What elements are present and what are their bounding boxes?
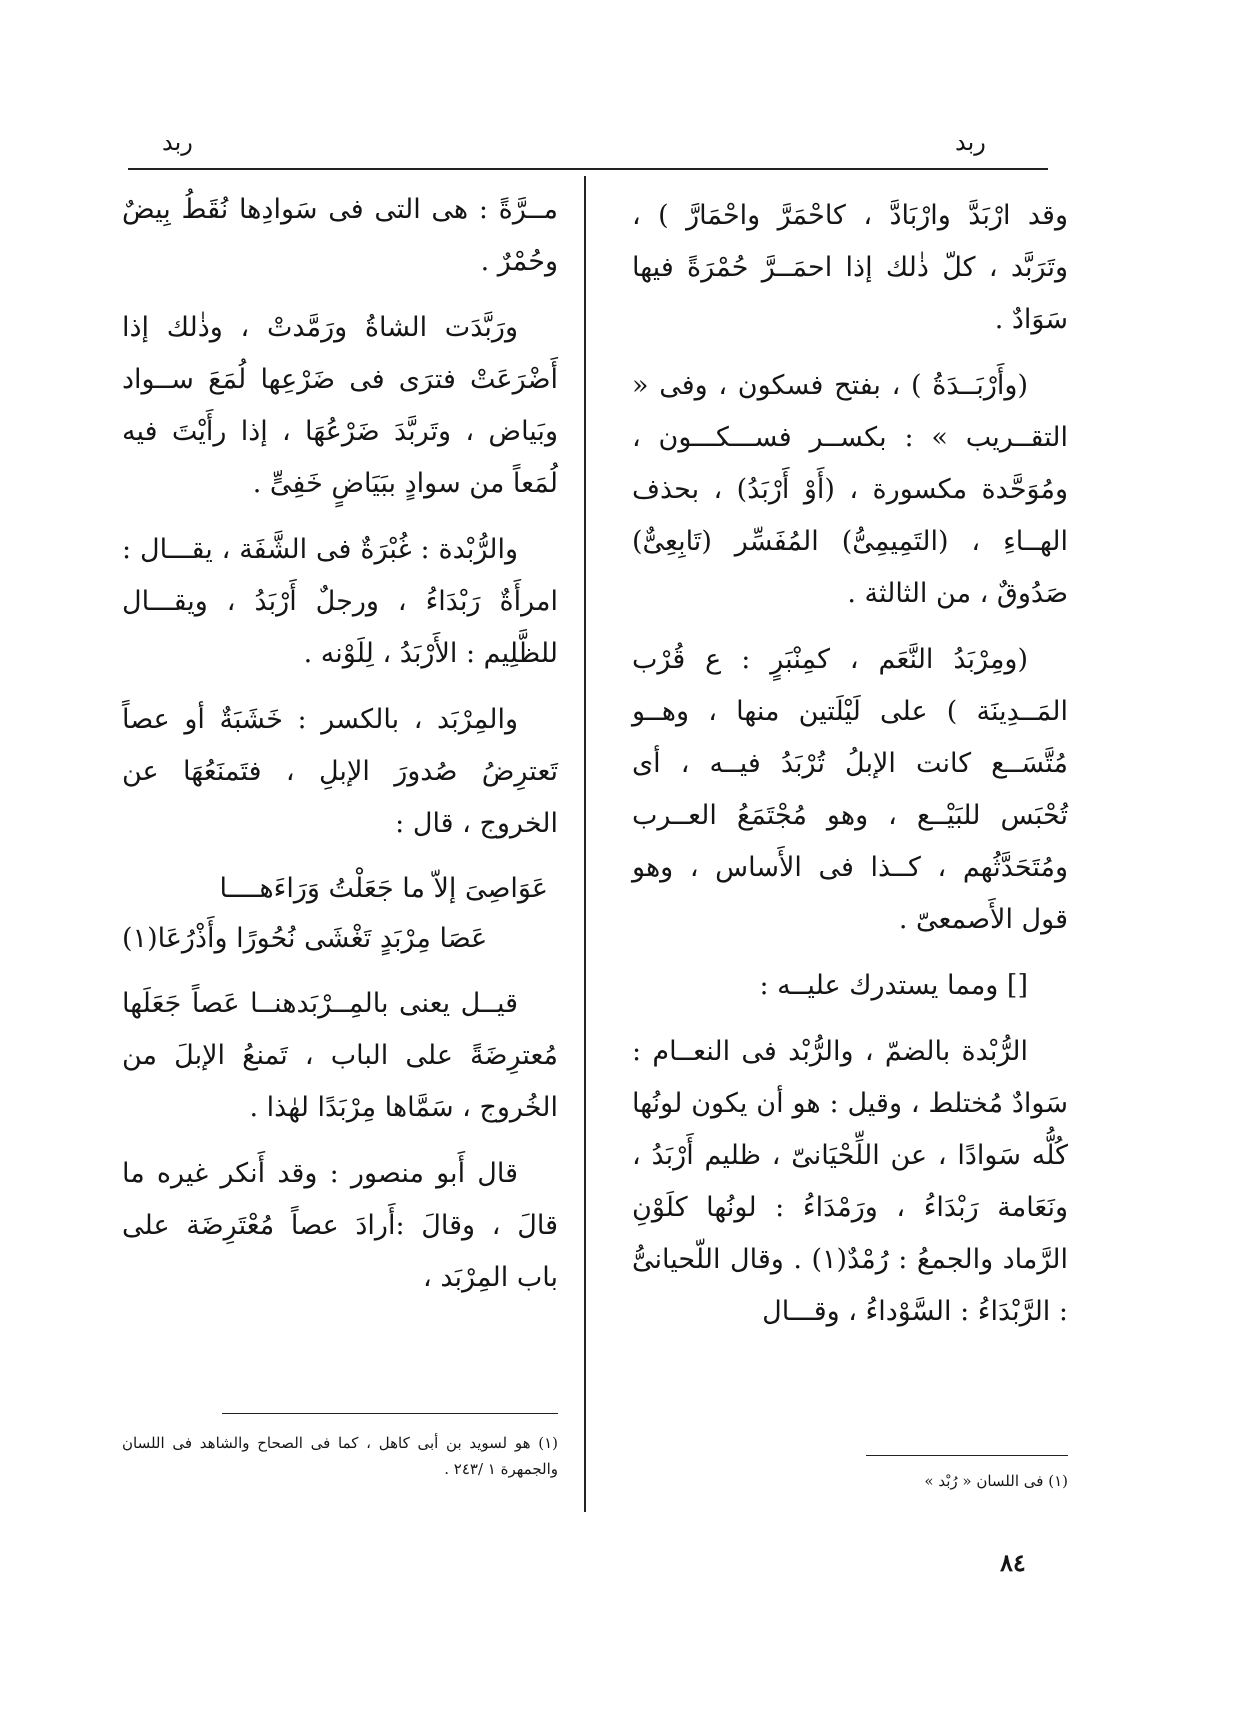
left-column [122,184,558,1318]
footnote-rule-left [222,1413,558,1414]
paragraph: مــرَّةً : هى التى فى سَوادِها نُقَطُ بِيضٌ وحُمْرٌ . [122,194,558,277]
paragraph: قيــل يعنى بالمِــرْبَدهنــا عَصاً جَعَلَها مُعترِضَةً على الباب ، تَمنعُ الإبلَ من الخُروج ، سَمَّاها مِرْبَدًا لهٰذا . [122,988,558,1123]
verse-hemistich-1: عَوَاصِىَ إلاّ ما جَعَلْتُ وَرَاءَهــــا [219,873,548,904]
paragraph: والرُّبْدة : غُبْرَةٌ فى الشَّفَة ، يقـــال : امرأَةٌ رَبْدَاءُ ، ورجلٌ أَرْبَدُ ، ويقـــال للظَّلِيم : الأَرْبَدُ ، لِلَوْنه . [122,534,558,669]
footnote-right: (١) فى اللسان « رُبْد » [924,1472,1068,1490]
paragraph: (ومِرْبَدُ النَّعَم ، كمِنْبَرٍ : ع قُرْب المَــدِينَة ) على لَيْلَتين منها ، وهــو مُتَّسَــع كانت الإبلُ تُرْبَدُ فيــه ، أى تُحْبَس للبَيْــع ، وهو مُجْتَمَعُ العــرب ومُتَحَدَّثُهم ، كــذا فى الأَساس ، وهو قول الأَصمعىّ . [632,644,1068,935]
section-heading: [] ومما يستدرك عليــه : [759,970,1028,1001]
page-number: ٨٤ [1000,1548,1026,1577]
header-rule [128,168,1048,170]
running-header-right: ربد [955,128,986,156]
footnote-rule-right [866,1455,1068,1456]
paragraph: قال أَبو منصور : وقد أَنكر غيره ما قالَ ، وقالَ :أَرادَ عصاً مُعْتَرِضَة على باب المِرْبَد ، [122,1158,558,1293]
poetry-verse [122,864,558,964]
footnote-left: (١) هو لسويد بن أبى كاهل ، كما فى الصحاح والشاهد فى اللسان والجمهرة ١ /٢٤٣ . [122,1434,558,1478]
paragraph: الرُّبْدة بالضمّ ، والرُّبْد فى النعــام : سَوادٌ مُختلط ، وقيل : هو أن يكون لونُها كُلُّه سَوادًا ، عن اللِّحْيَانىّ ، ظليم أَرْبَدُ ، ونَعَامة رَبْدَاءُ ، ورَمْدَاءُ : لونُها كلَوْنِ الرَّماد والجمعُ : رُمْدٌ(١) . وقال اللّحيانىُّ : الرَّبْدَاءُ : السَّوْداءُ ، وقـــال [632,1036,1068,1327]
column-divider [584,176,586,1512]
paragraph: (وأَرْبَــدَةُ ) ، بفتح فسكون ، وفى « التقــريب » : بكســر فســـكـــون ، ومُوَحَّدة مكسورة ، (أَوْ أَرْبَدُ) ، بحذف الهــاءِ ، (التَمِيمِىُّ) المُفَسِّر (تَابِعِىٌّ) صَدُوقٌ ، من الثالثة . [632,370,1068,609]
verse-hemistich-2: عَصَا مِرْبَدٍ تَغْشَى نُحُورًا وأَذْرُعَا(١) [122,923,488,954]
paragraph: وقد ارْبَدَّ وارْبَادَّ ، كاحْمَرَّ واحْمَارَّ ) ، وتَرَبَّد ، كلّ ذٰلك إذا احمَــرَّ حُمْرَةً فيها سَوَادٌ . [632,200,1068,335]
paragraph: ورَبَّدَت الشاةُ ورَمَّدتْ ، وذٰلك إذا أَضْرَعَتْ فترَى فى ضَرْعِها لُمَعَ ســواد وبَياض ، وتَربَّدَ ضَرْعُهَا ، إذا رأَيْتَ فيه لُمَعاً من سوادٍ ببَيَاضٍ خَفِىٍّ . [122,312,558,499]
running-header-left: ربد [162,128,193,156]
right-column [632,190,1068,1352]
paragraph: والمِرْبَد ، بالكسر : خَشَبَةٌ أو عصاً تَعترِضُ صُدورَ الإبلِ ، فتَمنَعُهَا عن الخروج ، قال : [122,704,558,839]
